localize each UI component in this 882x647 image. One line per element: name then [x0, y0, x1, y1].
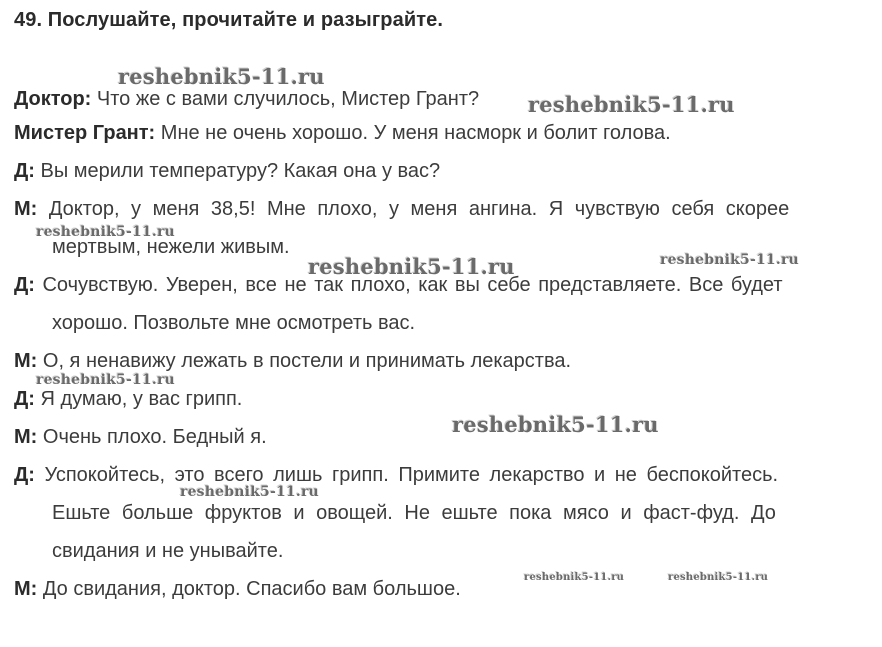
- watermark-text: reshebnik5-11.ru: [452, 412, 659, 437]
- dialogue-line-4: [14, 190, 870, 228]
- line-text: Ешьте больше фруктов и овощей. Не ешьте пока мясо и фаст-фуд. До: [52, 502, 776, 524]
- line-text: О, я ненавижу лежать в постели и принимать лекарства.: [42, 350, 572, 372]
- line-text: До свидания, доктор. Спасибо вам большое.: [42, 578, 461, 600]
- watermark-text: reshebnik5-11.ru: [180, 484, 319, 500]
- dialogue-line-9-cont2: [14, 532, 870, 570]
- speaker-label: М:: [14, 350, 38, 372]
- watermark-text: reshebnik5-11.ru: [308, 254, 515, 279]
- watermark-text: reshebnik5-11.ru: [660, 252, 799, 268]
- speaker-label: Мистер Грант:: [14, 122, 156, 144]
- dialogue-line-2: [14, 114, 870, 152]
- speaker-label: М:: [14, 426, 38, 448]
- watermark-text: reshebnik5-11.ru: [528, 92, 735, 117]
- speaker-label: Д:: [14, 160, 35, 182]
- line-text: Доктор, у меня 38,5! Мне плохо, у меня ангина. Я чувствую себя скорее: [48, 198, 790, 220]
- speaker-label: Д:: [14, 464, 35, 486]
- line-text: Успокойтесь, это всего лишь грипп. Примите лекарство и не беспокойтесь.: [44, 464, 779, 486]
- dialogue-line-3: [14, 152, 870, 190]
- line-text: Очень плохо. Бедный я.: [42, 426, 267, 448]
- watermark-text: reshebnik5-11.ru: [524, 572, 625, 583]
- line-text: Я думаю, у вас грипп.: [40, 388, 243, 410]
- watermark-text: reshebnik5-11.ru: [118, 64, 325, 89]
- speaker-label: Д:: [14, 274, 35, 296]
- speaker-label: Д:: [14, 388, 35, 410]
- dialogue-line-9-cont: [14, 494, 870, 532]
- line-text: Мне не очень хорошо. У меня насморк и болит голова.: [160, 122, 671, 144]
- line-text: хорошо. Позвольте мне осмотреть вас.: [52, 312, 416, 334]
- speaker-label: М:: [14, 198, 38, 220]
- dialogue-line-5-cont: [14, 304, 870, 342]
- dialogue-line-8: [14, 418, 870, 456]
- watermark-text: reshebnik5-11.ru: [36, 372, 175, 388]
- watermark-text: reshebnik5-11.ru: [36, 224, 175, 240]
- speaker-label: М:: [14, 578, 38, 600]
- exercise-title: 49. Послушайте, прочитайте и разыграйте.: [14, 9, 443, 31]
- watermark-text: reshebnik5-11.ru: [668, 572, 769, 583]
- speaker-label: Доктор:: [14, 88, 92, 110]
- line-text: Вы мерили температуру? Какая она у вас?: [40, 160, 441, 182]
- line-text: Сочувствую. Уверен, все не так плохо, как вы себе представляете. Все будет: [42, 274, 783, 296]
- line-text: Что же с вами случилось, Мистер Грант?: [96, 88, 480, 110]
- dialogue-line-9: [14, 456, 870, 494]
- line-text: мертвым, нежели живым.: [52, 236, 290, 258]
- line-text: свидания и не унывайте.: [52, 540, 284, 562]
